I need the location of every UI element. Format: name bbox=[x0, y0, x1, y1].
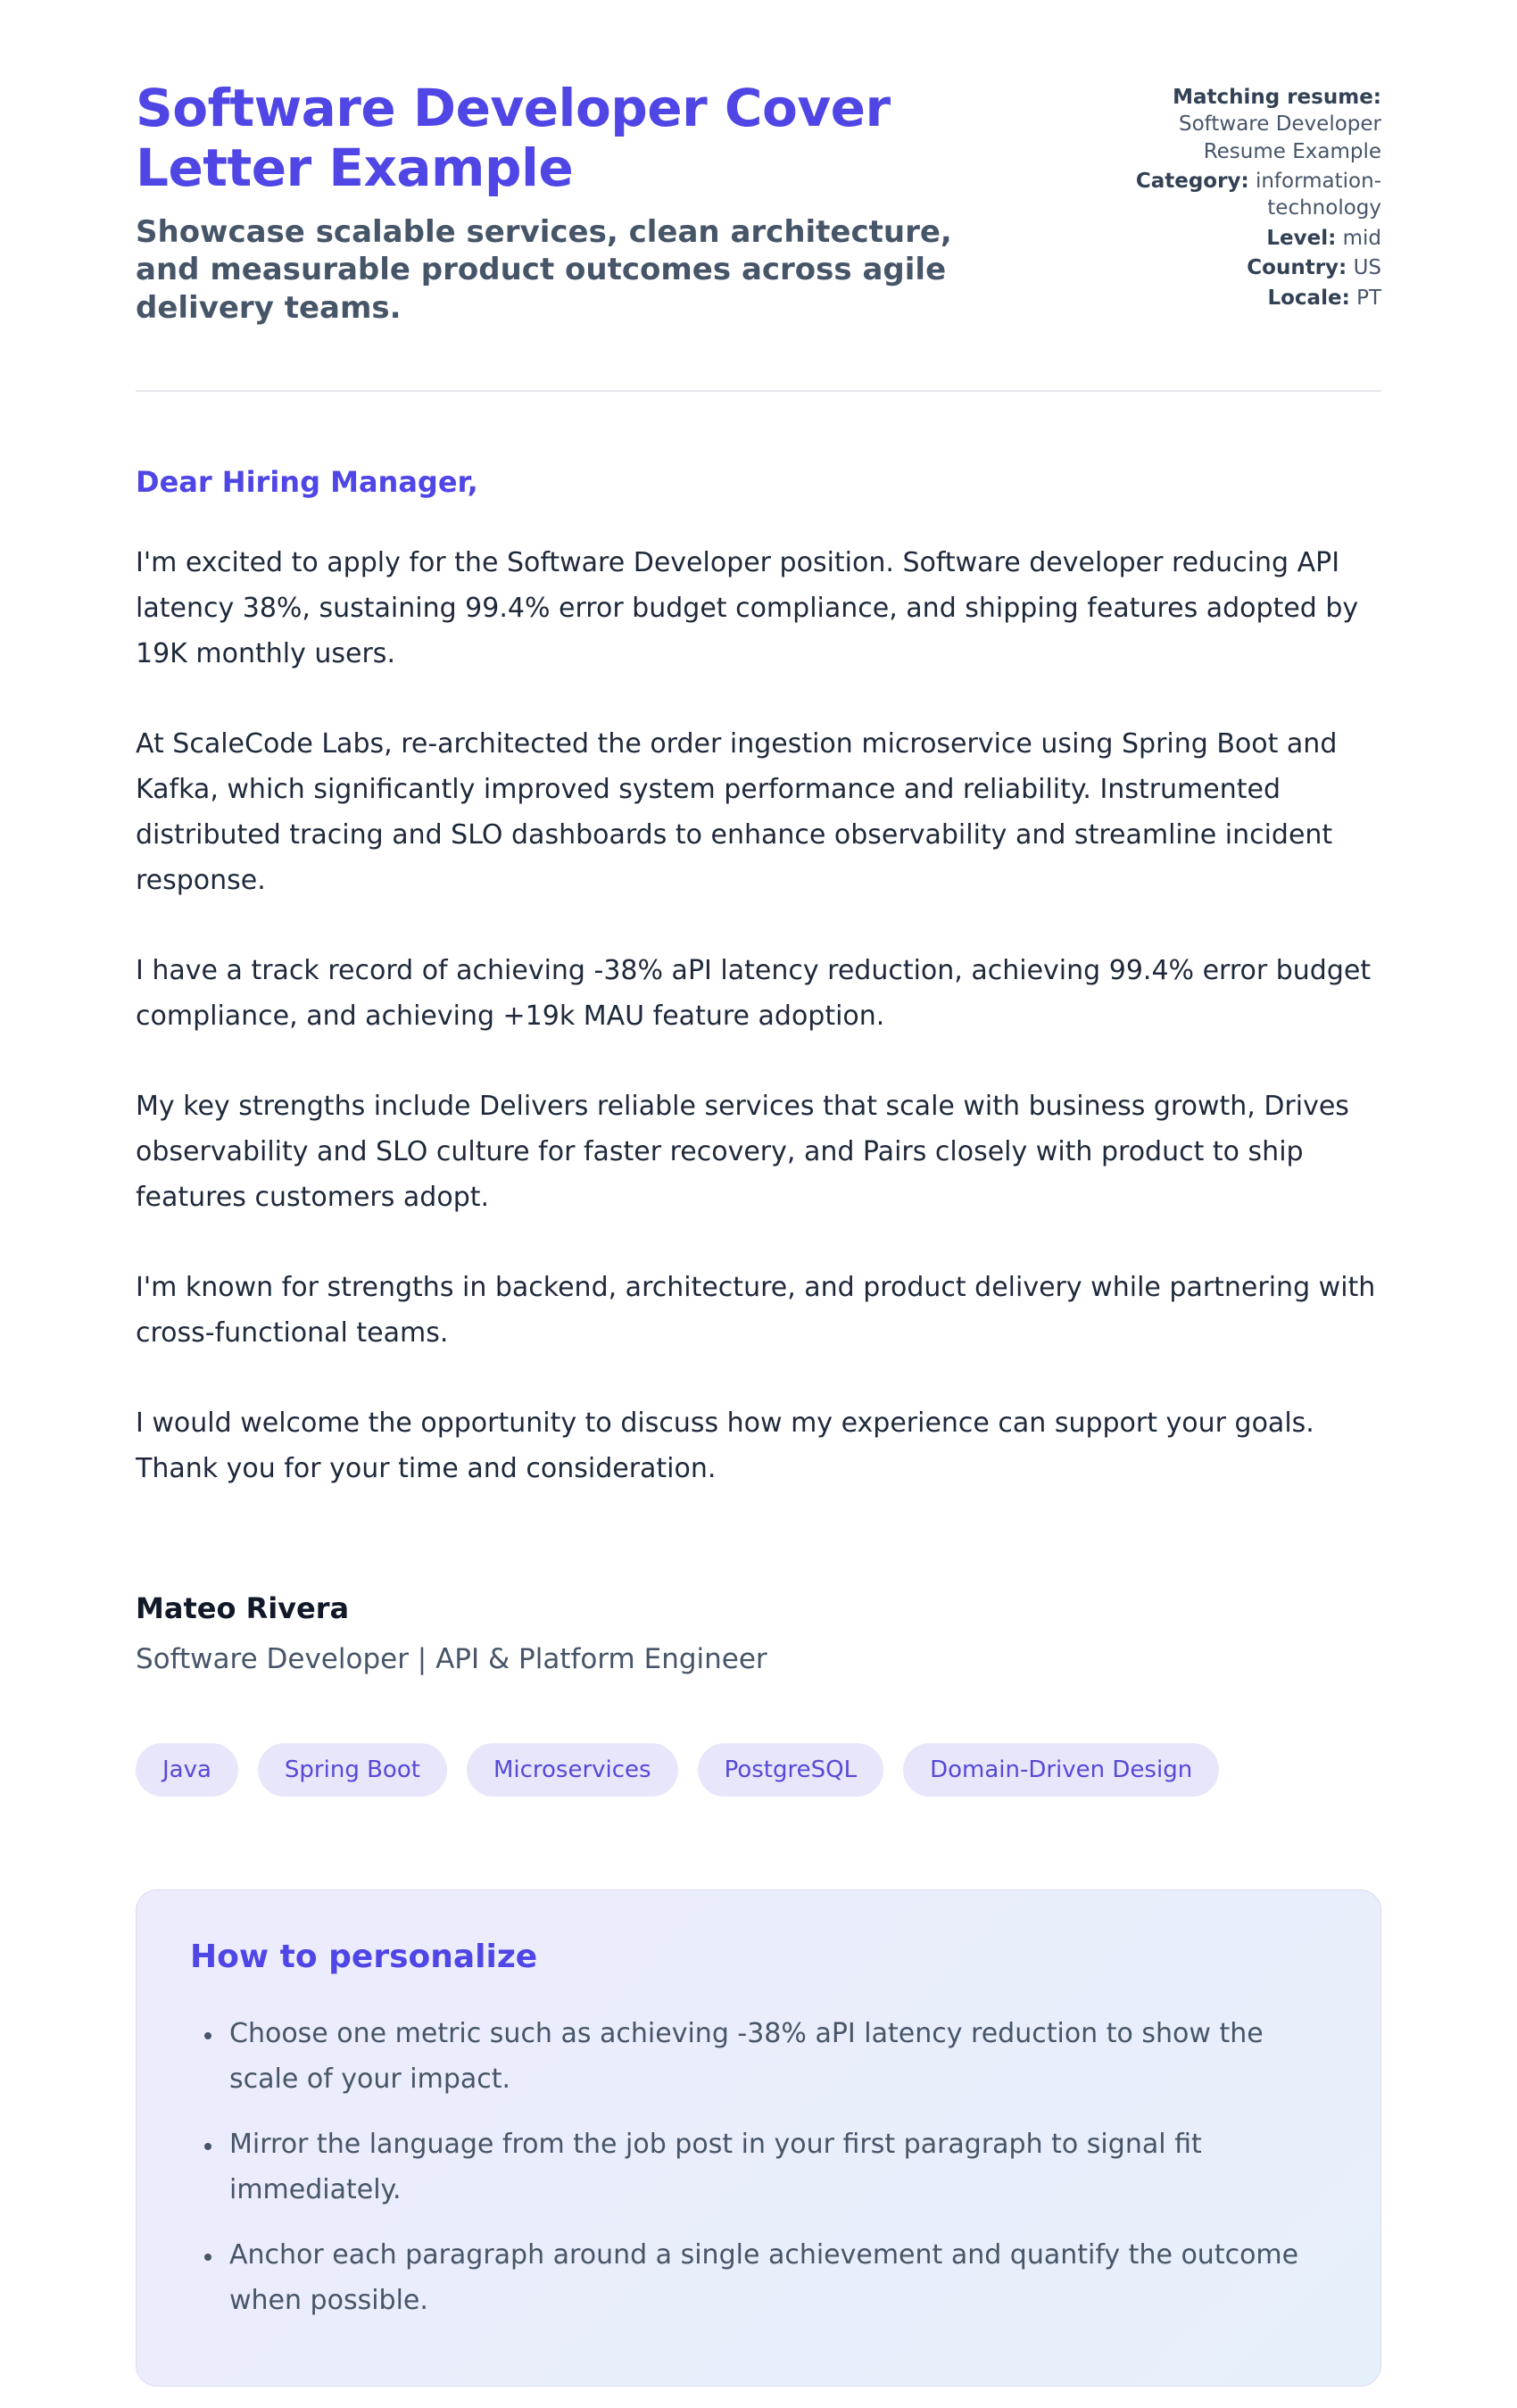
skill-tags bbox=[136, 1743, 1381, 1797]
meta-value: Software Developer Resume Example bbox=[1179, 112, 1381, 163]
meta-locale bbox=[1114, 285, 1381, 311]
header-divider bbox=[136, 390, 1381, 392]
tip-item: • Mirror the language from the job post in your first paragraph to signal fit immediately. bbox=[224, 2122, 1327, 2213]
meta-country bbox=[1114, 254, 1381, 281]
skill-tag-domain-driven-design: Domain-Driven Design bbox=[903, 1743, 1219, 1797]
meta-value: information-technology bbox=[1255, 170, 1381, 220]
letter-paragraph: I'm known for strengths in backend, architecture, and product delivery while partnering with cross-functional teams. bbox=[136, 1272, 1376, 1349]
letter-body bbox=[136, 465, 1381, 1675]
header-title-block bbox=[136, 79, 974, 328]
letter-paragraph: I would welcome the opportunity to discuss how my experience can support your goals. Thank you for your time and consideration. bbox=[136, 1407, 1314, 1485]
meta-value: PT bbox=[1356, 286, 1381, 310]
page-title: Software Developer Cover Letter Example bbox=[136, 78, 891, 199]
tips-title: How to personalize bbox=[190, 1939, 538, 1976]
meta-level bbox=[1114, 225, 1381, 252]
skill-tag-microservices: Microservices bbox=[467, 1743, 678, 1797]
letter-paragraph: I have a track record of achieving -38% aPI latency reduction, achieving 99.4% error budget compliance, and achieving +19k MAU feature adoption. bbox=[136, 955, 1372, 1033]
skill-tag-java: Java bbox=[136, 1743, 238, 1797]
tips-list bbox=[190, 2011, 1327, 2323]
tip-item: • Choose one metric such as achieving -38% aPI latency reduction to show the scale of your impact. bbox=[224, 2011, 1327, 2102]
signature-block bbox=[136, 1591, 1381, 1675]
meta-label: Level: bbox=[1266, 226, 1337, 250]
skill-tag-postgresql: PostgreSQL bbox=[698, 1743, 883, 1797]
page-header bbox=[136, 79, 1381, 328]
page-subtitle: Showcase scalable services, clean architecture, and measurable product outcomes across agile delivery teams. bbox=[136, 213, 952, 327]
meta-matching-resume bbox=[1114, 84, 1381, 165]
signature-name: Mateo Rivera bbox=[136, 1591, 350, 1626]
meta-value: mid bbox=[1342, 226, 1381, 250]
letter-paragraph: I'm excited to apply for the Software Developer position. Software developer reducing API latency 38%, sustaining 99.4% error budget compliance, and shipping features adopted by 19K monthly users. bbox=[136, 547, 1359, 670]
resume-meta-block bbox=[1114, 79, 1381, 314]
how-to-personalize-box bbox=[136, 1889, 1381, 2387]
skill-tag-spring-boot: Spring Boot bbox=[258, 1743, 447, 1797]
meta-label: Matching resume: bbox=[1173, 86, 1381, 109]
letter-paragraph: At ScaleCode Labs, re-architected the order ingestion microservice using Spring Boot and Kafka, which significantly improved system performance and reliability. Instrumented distributed tracing and SLO dashboards to enhance observability and streamline incident response. bbox=[136, 728, 1338, 897]
meta-label: Country: bbox=[1247, 256, 1347, 280]
signature-role: Software Developer | API & Platform Engineer bbox=[136, 1643, 767, 1676]
meta-category bbox=[1114, 168, 1381, 222]
meta-label: Locale: bbox=[1267, 286, 1350, 310]
letter-paragraph: My key strengths include Delivers reliable services that scale with business growth, Drives observability and SLO culture for faster recovery, and Pairs closely with product to ship features customers adopt. bbox=[136, 1091, 1349, 1214]
meta-value: US bbox=[1353, 256, 1381, 280]
meta-label: Category: bbox=[1135, 170, 1249, 194]
tip-item: • Anchor each paragraph around a single achievement and quantify the outcome when possible. bbox=[224, 2232, 1327, 2323]
letter-salutation: Dear Hiring Manager, bbox=[136, 465, 478, 500]
